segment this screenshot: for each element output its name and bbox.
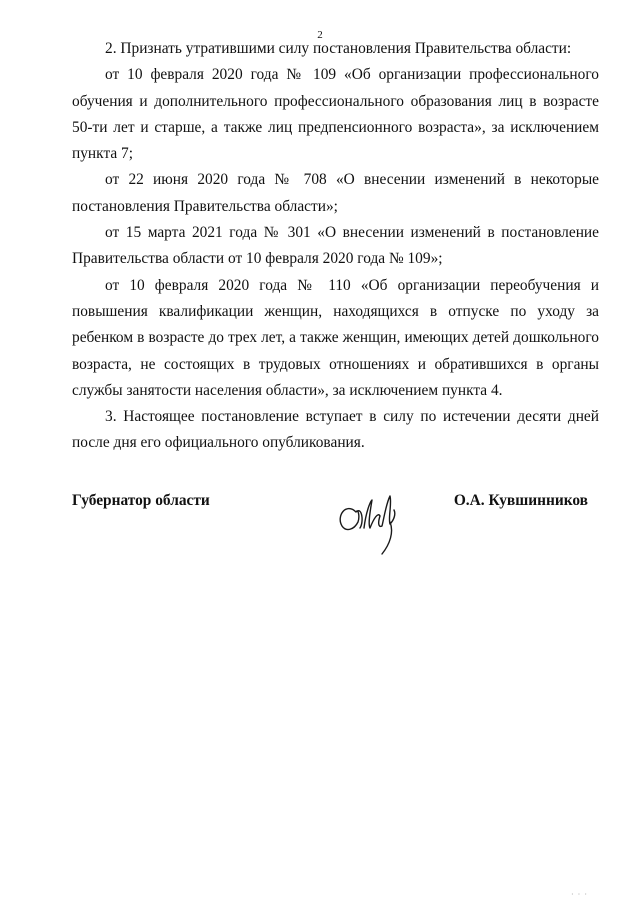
paragraph-repeal-708: от 22 июня 2020 года № 708 «О внесении изменений в некоторые постановления Правительства области»;	[72, 171, 599, 215]
page-number: 2	[317, 29, 323, 41]
paragraph-item-2-intro: 2. Признать утратившими силу постановления Правительства области:	[105, 40, 572, 57]
signatory-title: Губернатор области	[72, 492, 210, 509]
paragraph-repeal-301: от 15 марта 2021 года № 301 «О внесении изменений в постановление Правительства области от 10 февраля 2020 года № 109»;	[72, 224, 599, 268]
handwritten-signature	[334, 482, 414, 562]
signatory-name: О.А. Кувшинников	[453, 492, 588, 509]
paragraph-item-3-effective: 3. Настоящее постановление вступает в силу по истечении десяти дней после дня его официального опубликования.	[72, 408, 599, 452]
signature-block	[72, 490, 599, 570]
corner-mark: · · ·	[571, 890, 588, 899]
document-body	[72, 36, 599, 457]
paragraph-repeal-110: от 10 февраля 2020 года № 110 «Об организации переобучения и повышения квалификации женщин, находящихся в отпуске по уходу за ребенком в возрасте до трех лет, а также женщин, имеющих детей дошкольного возраста, не состоящих в трудовых отношениях и обратившихся в органы службы занятости населения области», за исключением пункта 4.	[72, 276, 599, 399]
paragraph-repeal-109: от 10 февраля 2020 года № 109 «Об организации профессионального обучения и дополнительного профессионального образования лиц в возрасте 50-ти лет и старше, а также лиц предпенсионного возраста», за исключением пункта 7;	[72, 66, 599, 163]
